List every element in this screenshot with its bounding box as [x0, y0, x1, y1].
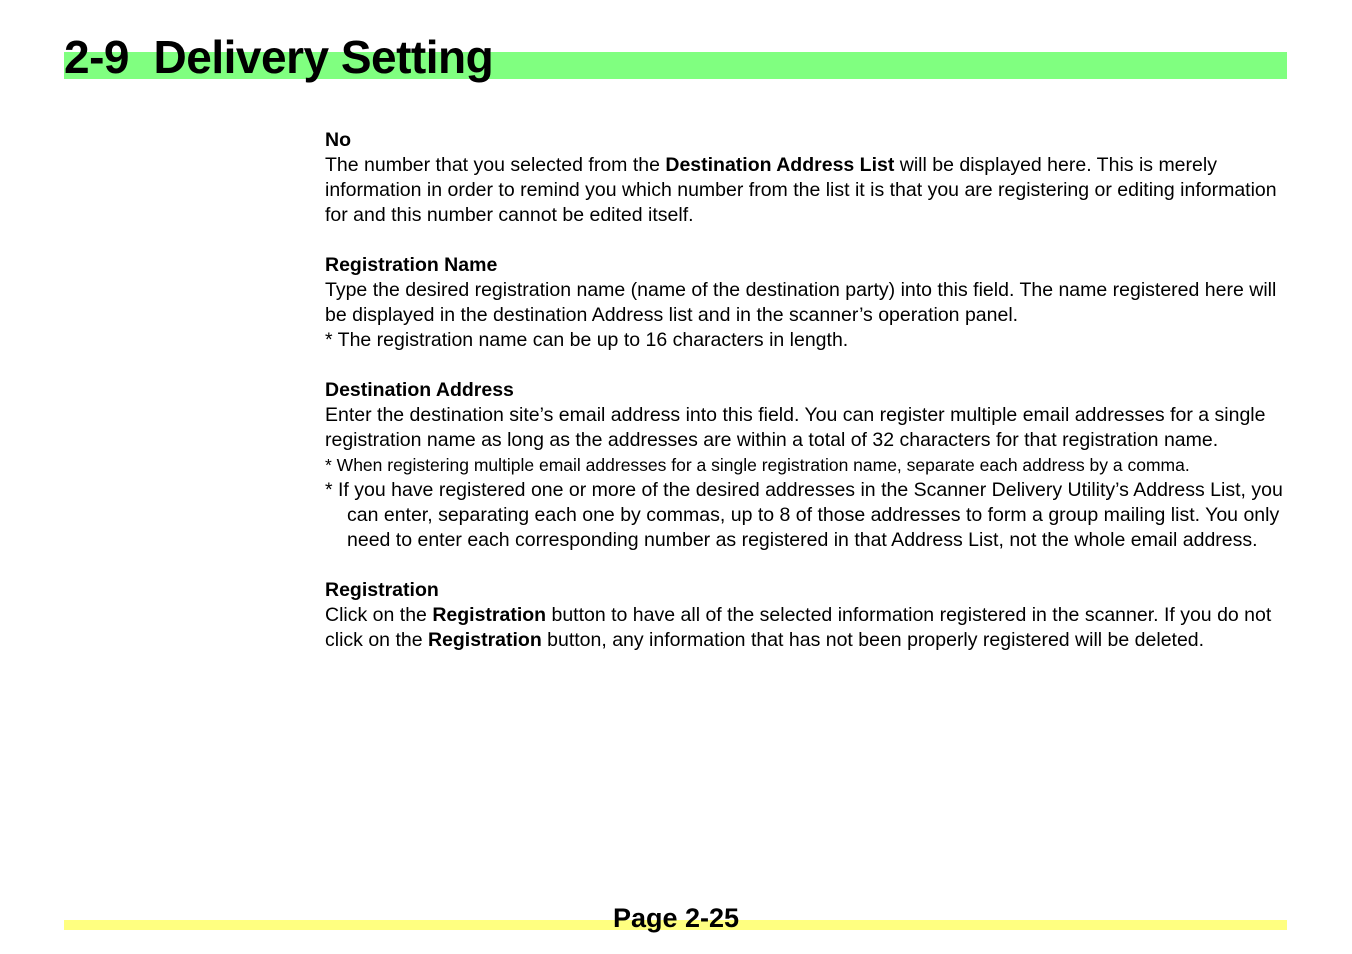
- note-registration-name-length: * The registration name can be up to 16 characters in length.: [325, 329, 849, 351]
- section-registration-name: [325, 253, 1295, 353]
- section-body-destination-address: Enter the destination site’s email address into this field. You can register multiple email addresses for a single registration name as long as the addresses are within a total of 32 characters for that registration name.: [325, 404, 1266, 451]
- section-registration: [325, 578, 1295, 653]
- note-comma-separation: * When registering multiple email addresses for a single registration name, separate each address by a comma.: [325, 455, 1190, 475]
- section-title-destination-address: Destination Address: [325, 379, 514, 401]
- bold-term-destination-address-list: Destination Address List: [665, 154, 895, 176]
- section-title-registration: Registration: [325, 579, 439, 601]
- text-segment: button, any information that has not been properly registered will be deleted.: [541, 629, 1205, 651]
- section-body-registration: [325, 603, 1295, 653]
- text-segment: will be displayed here. This is merely information in order to remind you which number from the list it is that you are registering or editing information for and this number cannot be edited itself.: [325, 154, 1277, 226]
- page-number: Page 2-25: [612, 903, 740, 933]
- section-body-registration-name: Type the desired registration name (name of the destination party) into this field. The name registered here will be displayed in the destination Address list and in the scanner’s operation panel.: [325, 279, 1277, 326]
- section-title-registration-name: Registration Name: [325, 254, 498, 276]
- bold-term-registration: Registration: [432, 604, 547, 626]
- section-destination-address: [325, 378, 1295, 553]
- section-no: [325, 128, 1295, 228]
- content-area: [325, 128, 1295, 653]
- note-group-mailing-list: * If you have registered one or more of the desired addresses in the Scanner Delivery Utility’s Address List, you can enter, separating each one by commas, up to 8 of those addresses to form a group mailing list. You only need to enter each corresponding number as registered in that Address List, not the whole email address.: [325, 479, 1283, 551]
- bold-term-registration: Registration: [427, 629, 542, 651]
- section-body-no: [325, 153, 1295, 228]
- section-title-no: No: [325, 129, 351, 151]
- text-segment: Click on the: [325, 604, 433, 626]
- page-title: 2-9 Delivery Setting: [64, 31, 494, 83]
- text-segment: button to have all of the selected information registered in the scanner. If you do not click on the: [325, 604, 1272, 651]
- text-segment: The number that you selected from the: [325, 154, 666, 176]
